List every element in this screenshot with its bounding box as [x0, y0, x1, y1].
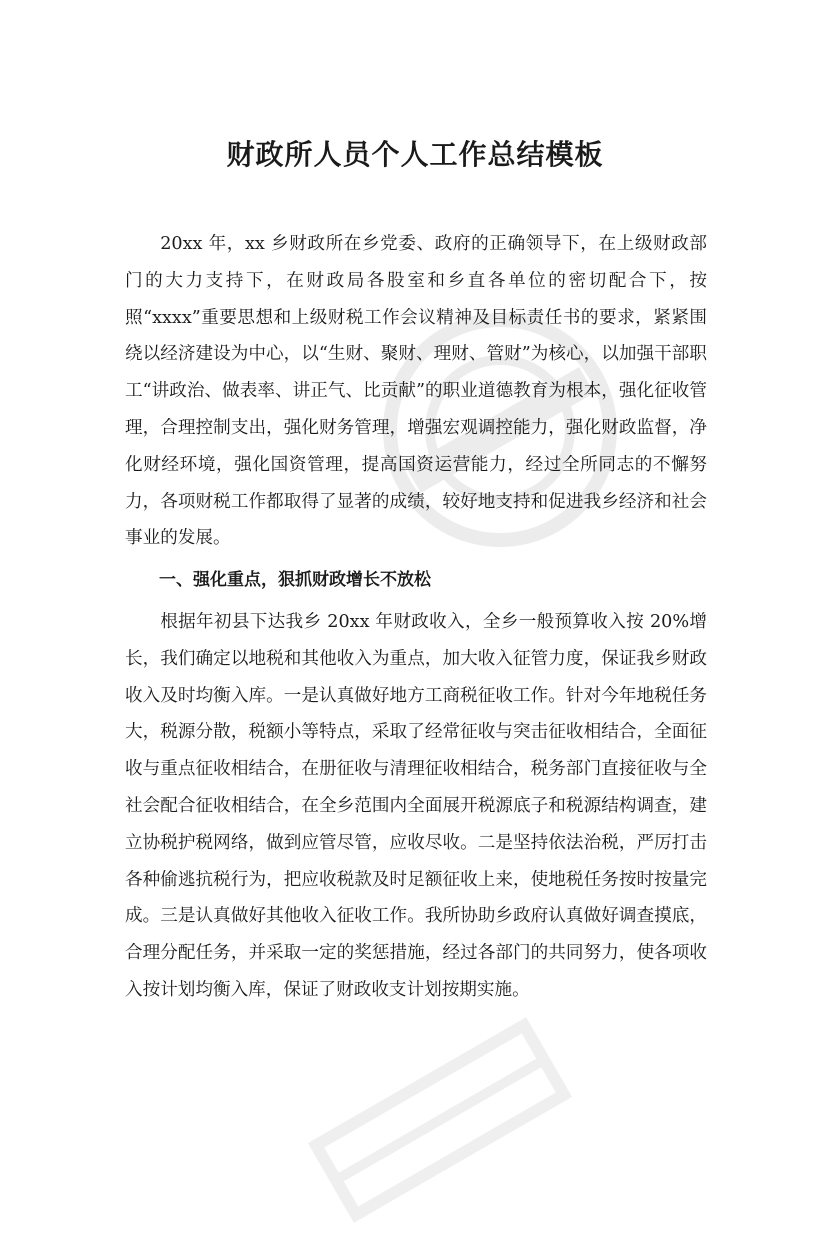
document-title: 财政所人员个人工作总结模板	[226, 137, 604, 171]
document-body	[125, 226, 707, 1009]
section-heading: 一、强化重点，狠抓财政增长不放松	[159, 570, 431, 591]
intro-paragraph: 20xx 年，xx 乡财政所在乡党委、政府的正确领导下，在上级财政部门的大力支持下，在财政局各股室和乡直各单位的密切配合下，按照“xxxx”重要思想和上级财税工作会议精神及目标责任书的要求，紧紧围绕以经济建设为中心，以“生财、聚财、理财、管财”为核心，以加强干部职工“讲政治、做表率、讲正气、比贡献”的职业道德教育为根本，强化征收管理，合理控制支出，强化财务管理，增强宏观调控能力，强化财政监督，净化财经环境，强化国资管理，提高国资运营能力，经过全所同志的不懈努力，各项财税工作都取得了显著的成绩，较好地支持和促进我乡经济和社会事业的发展。	[125, 234, 707, 549]
section-paragraph: 根据年初县下达我乡 20xx 年财政收入，全乡一般预算收入按 20%增长，我们确定以地税和其他收入为重点，加大收入征管力度，保证我乡财政收入及时均衡入库。一是认真做好地方工商税征收工作。针对今年地税任务大，税源分散，税额小等特点，采取了经常征收与突击征收相结合，全面征收与重点征收相结合，在册征收与清理征收相结合，税务部门直接征收与全社会配合征收相结合，在全乡范围内全面展开税源底子和税源结构调查，建立协税护税网络，做到应管尽管，应收尽收。二是坚持依法治税，严厉打击各种偷逃抗税行为，把应收税款及时足额征收上来，使地税任务按时按量完成。三是认真做好其他收入征收工作。我所协助乡政府认真做好调查摸底，合理分配任务，并采取一定的奖惩措施，经过各部门的共同努力，使各项收入按计划均衡入库，保证了财政收支计划按期实施。	[125, 611, 707, 1000]
watermark-bottom-icon	[289, 998, 591, 1242]
